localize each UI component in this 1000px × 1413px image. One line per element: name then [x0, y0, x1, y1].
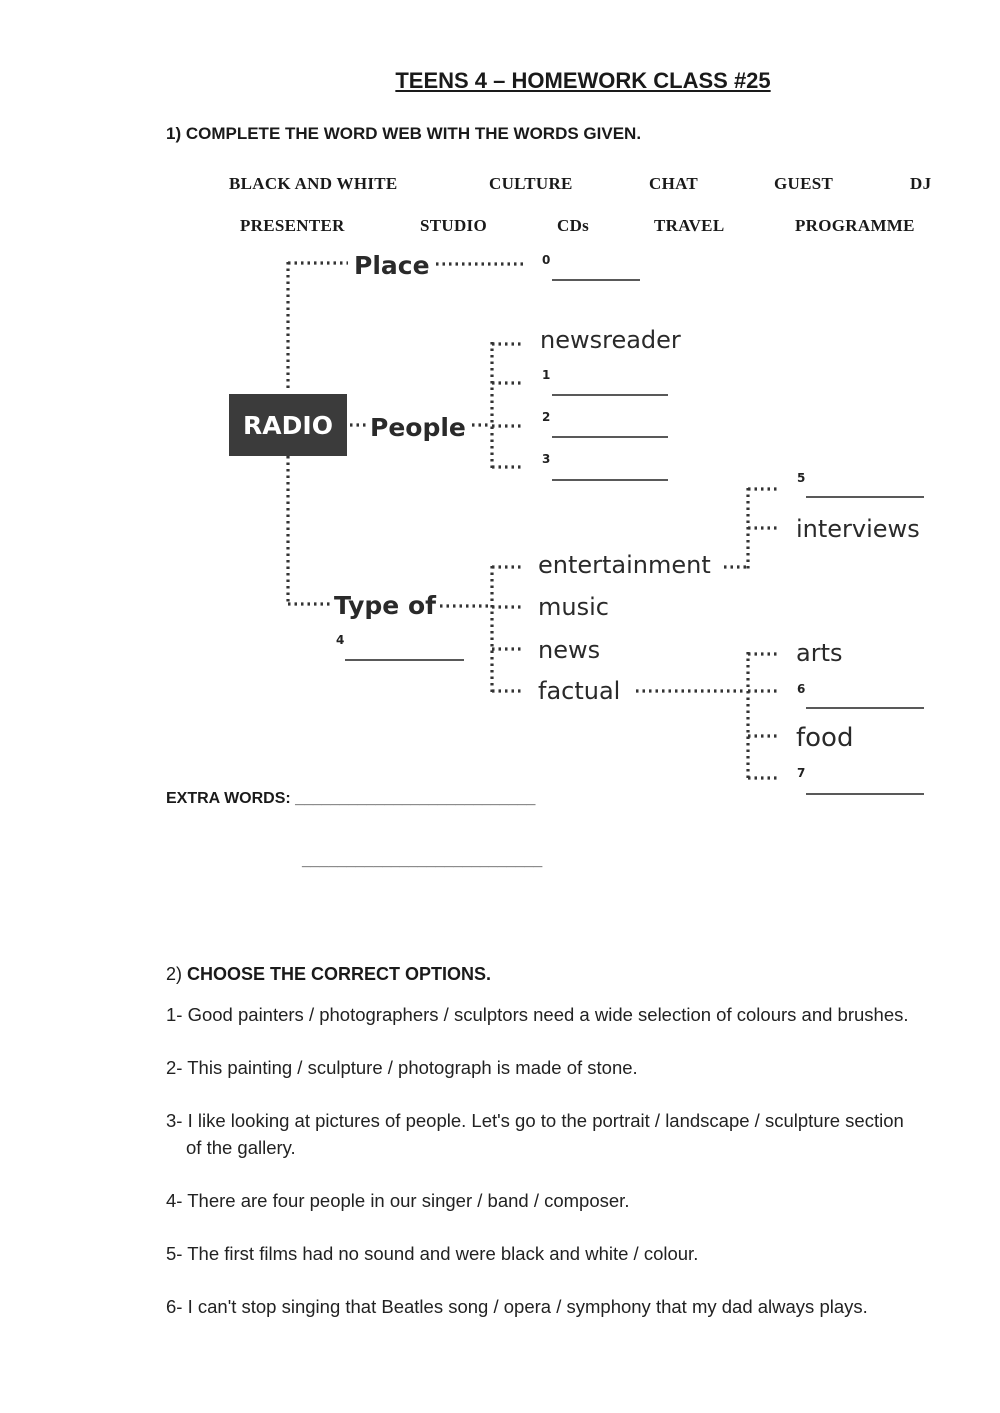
category-people: People	[370, 413, 466, 442]
web-item-music: music	[538, 593, 609, 621]
blank-number: 4	[336, 633, 345, 647]
word-bank-item: PROGRAMME	[795, 216, 915, 235]
web-item-factual: factual	[538, 677, 621, 705]
word-bank-item: CULTURE	[489, 174, 573, 193]
word-bank-item: CDs	[557, 216, 590, 235]
section1-heading: 1) COMPLETE THE WORD WEB WITH THE WORDS GIVEN.	[166, 124, 642, 143]
blank-number: 6	[797, 682, 806, 696]
word-bank-item: DJ	[910, 174, 932, 193]
category-place: Place	[354, 251, 430, 280]
blank-number: 1	[542, 368, 551, 382]
question-item: 6- I can't stop singing that Beatles song / opera / symphony that my dad always plays.	[166, 1296, 868, 1317]
blank-number: 2	[542, 410, 551, 424]
center-word: RADIO	[243, 411, 333, 440]
word-bank-item: CHAT	[649, 174, 699, 193]
word-bank-item: GUEST	[774, 174, 834, 193]
blank-number: 3	[542, 452, 551, 466]
word-bank-item: PRESENTER	[240, 216, 345, 235]
word-bank-item: BLACK AND WHITE	[229, 174, 398, 193]
blank-number: 0	[542, 253, 551, 267]
web-item-entertainment: entertainment	[538, 551, 711, 579]
section2-number: 2)	[166, 964, 183, 984]
blank-number: 5	[797, 471, 806, 485]
web-item-arts: arts	[796, 639, 843, 667]
question-item: 3- I like looking at pictures of people. Let's go to the portrait / landscape / sculpture section	[166, 1110, 904, 1131]
section2-heading	[166, 964, 491, 985]
word-bank-item: STUDIO	[420, 216, 487, 235]
question-item-continuation: of the gallery.	[186, 1137, 296, 1158]
web-item-newsreader: newsreader	[540, 326, 681, 354]
web-item-interviews: interviews	[796, 515, 920, 543]
blank-number: 7	[797, 766, 806, 780]
word-bank-item: TRAVEL	[654, 216, 725, 235]
category-type-of: Type of	[334, 591, 436, 620]
extra-words-line: ___________________________	[302, 852, 543, 869]
question-item: 4- There are four people in our singer / band / composer.	[166, 1190, 630, 1211]
web-item-news: news	[538, 636, 601, 664]
connector-lines	[288, 262, 780, 780]
section2-title: CHOOSE THE CORRECT OPTIONS.	[187, 964, 492, 984]
page-title: TEENS 4 – HOMEWORK CLASS #25	[395, 68, 771, 93]
question-item: 5- The first films had no sound and were black and white / colour.	[166, 1243, 699, 1264]
question-item: 1- Good painters / photographers / sculptors need a wide selection of colours and brushes.	[166, 1004, 909, 1025]
question-item: 2- This painting / sculpture / photograph is made of stone.	[166, 1057, 638, 1078]
extra-words-label: EXTRA WORDS: ___________________________	[166, 790, 536, 807]
web-item-food: food	[796, 723, 854, 753]
